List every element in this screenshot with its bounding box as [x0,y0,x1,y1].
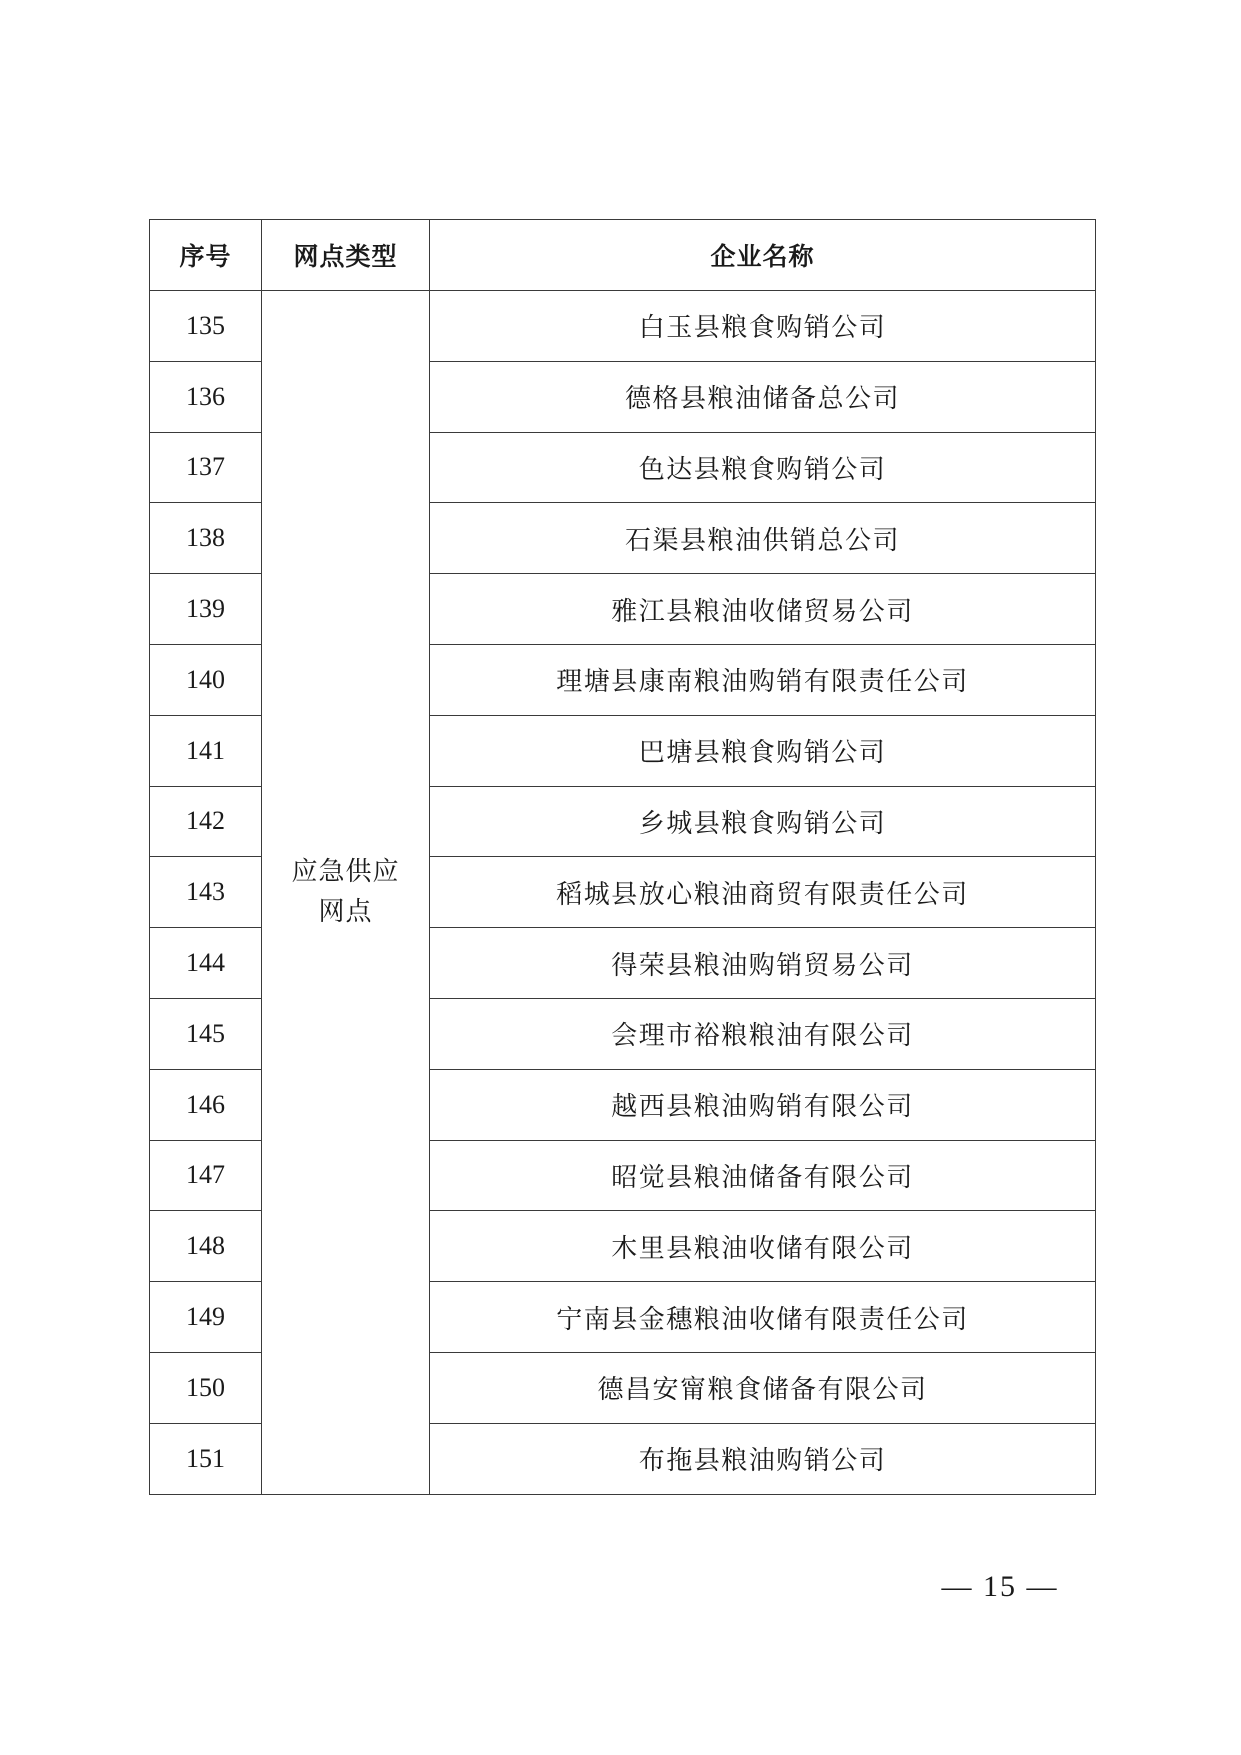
enterprise-name-cell: 德昌安甯粮食储备有限公司 [430,1352,1096,1423]
enterprise-name-cell: 乡城县粮食购销公司 [430,786,1096,857]
enterprise-name-cell: 布拖县粮油购销公司 [430,1423,1096,1494]
enterprise-name-cell: 稻城县放心粮油商贸有限责任公司 [430,857,1096,928]
serial-number-cell: 143 [150,857,262,928]
serial-number-cell: 138 [150,503,262,574]
enterprise-name-cell: 越西县粮油购销有限公司 [430,1069,1096,1140]
serial-number-cell: 140 [150,644,262,715]
serial-number-cell: 136 [150,361,262,432]
serial-number-cell: 145 [150,998,262,1069]
serial-number-cell: 141 [150,715,262,786]
table-header-row [150,220,1096,291]
serial-number-cell: 148 [150,1211,262,1282]
enterprise-name-cell: 白玉县粮食购销公司 [430,291,1096,362]
serial-number-cell: 144 [150,928,262,999]
enterprise-table [149,219,1096,1495]
header-serial-number: 序号 [150,220,262,291]
enterprise-name-cell: 理塘县康南粮油购销有限责任公司 [430,644,1096,715]
serial-number-cell: 150 [150,1352,262,1423]
serial-number-cell: 139 [150,574,262,645]
enterprise-name-cell: 巴塘县粮食购销公司 [430,715,1096,786]
header-enterprise-name: 企业名称 [430,220,1096,291]
serial-number-cell: 147 [150,1140,262,1211]
serial-number-cell: 146 [150,1069,262,1140]
enterprise-name-cell: 石渠县粮油供销总公司 [430,503,1096,574]
serial-number-cell: 149 [150,1282,262,1353]
serial-number-cell: 151 [150,1423,262,1494]
enterprise-name-cell: 宁南县金穗粮油收储有限责任公司 [430,1282,1096,1353]
enterprise-name-cell: 木里县粮油收储有限公司 [430,1211,1096,1282]
enterprise-name-cell: 得荣县粮油购销贸易公司 [430,928,1096,999]
outlet-type-cell [262,291,430,1495]
enterprise-name-cell: 德格县粮油储备总公司 [430,361,1096,432]
serial-number-cell: 142 [150,786,262,857]
enterprise-name-cell: 昭觉县粮油储备有限公司 [430,1140,1096,1211]
page-number: — 15 — [941,1570,1059,1603]
outlet-type-line-2: 网点 [318,897,373,928]
serial-number-cell: 137 [150,432,262,503]
enterprise-name-cell: 会理市裕粮粮油有限公司 [430,998,1096,1069]
enterprise-name-cell: 色达县粮食购销公司 [430,432,1096,503]
enterprise-name-cell: 雅江县粮油收储贸易公司 [430,574,1096,645]
serial-number-cell: 135 [150,291,262,362]
outlet-type-line-1: 应急供应 [291,857,400,888]
table-row [150,291,1096,362]
header-outlet-type: 网点类型 [262,220,430,291]
